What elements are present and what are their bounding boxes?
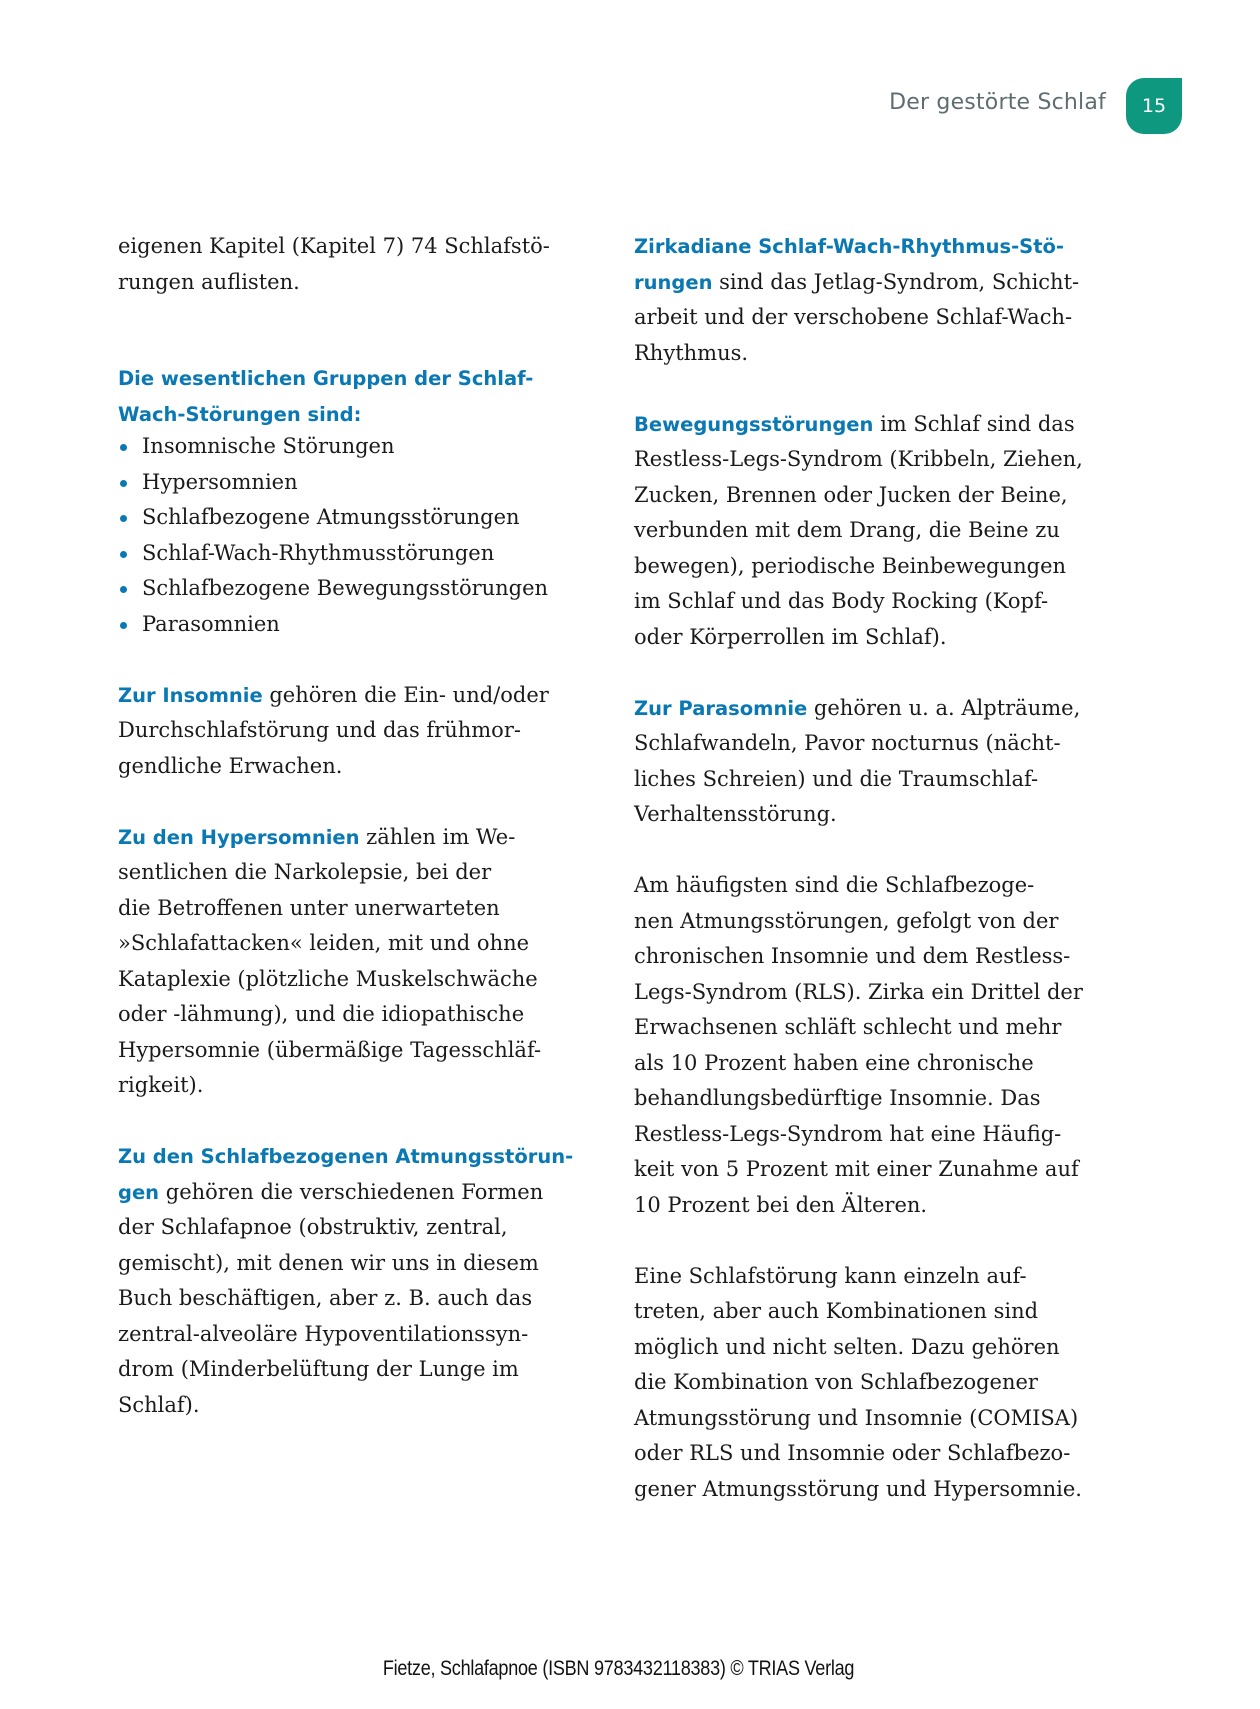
zirkadian-paragraph bbox=[634, 229, 1104, 371]
list-item-text: Schlafbezogene Atmungsstörungen bbox=[142, 505, 520, 529]
term-bewegung: Bewegungsstörungen bbox=[634, 412, 874, 436]
list-item bbox=[118, 429, 588, 465]
term-parasomnie: Zur Parasomnie bbox=[634, 696, 808, 720]
text-line: oder RLS und Insomnie oder Schlafbezo- bbox=[634, 1441, 1071, 1465]
text-line: nen Atmungsstörungen, gefolgt von der bbox=[634, 908, 1059, 933]
text-line: oder Körperrollen im Schlaf). bbox=[634, 624, 947, 649]
term-zirkadian-cont: rungen bbox=[634, 270, 713, 294]
text-line: Durchschlafstörung und das frühmor- bbox=[118, 718, 521, 742]
spacer bbox=[634, 833, 1104, 869]
text-line: gener Atmungsstörung und Hypersomnie. bbox=[634, 1476, 1082, 1501]
text-line: keit von 5 Prozent mit einer Zunahme auf bbox=[634, 1157, 1079, 1181]
text-line: Schlafwandeln, Pavor nocturnus (nächt- bbox=[634, 731, 1061, 755]
text-line: arbeit und der verschobene Schlaf-Wach- bbox=[634, 305, 1073, 329]
groups-list bbox=[118, 429, 588, 642]
text-line: Erwachsenen schläft schlecht und mehr bbox=[634, 1015, 1062, 1039]
text-line: Schlaf). bbox=[118, 1392, 200, 1417]
text-line: 10 Prozent bei den Älteren. bbox=[634, 1192, 928, 1217]
term-atmung-cont: gen bbox=[118, 1180, 160, 1204]
bullet-icon bbox=[120, 551, 127, 558]
text-line: gehören u. a. Alpträume, bbox=[807, 695, 1081, 720]
text-line: sentlichen die Narkolepsie, bei der bbox=[118, 860, 492, 884]
list-item bbox=[118, 571, 588, 607]
text-line: Hypersomnie (übermäßige Tagesschläf- bbox=[118, 1037, 542, 1062]
bullet-icon bbox=[120, 480, 127, 487]
text-line: zählen im We- bbox=[359, 824, 516, 849]
text-line: Restless-Legs-Syndrom hat eine Häufig- bbox=[634, 1121, 1062, 1146]
term-zirkadian: Zirkadiane Schlaf-Wach-Rhythmus-Stö- bbox=[634, 235, 1065, 258]
text-line: sind das Jetlag-Syndrom, Schicht- bbox=[712, 269, 1080, 294]
text-line: »Schlafattacken« leiden, mit und ohne bbox=[118, 931, 530, 955]
text-line: verbunden mit dem Drang, die Beine zu bbox=[634, 518, 1060, 542]
text-line: Buch beschäftigen, aber z. B. auch das bbox=[118, 1286, 533, 1310]
spacer bbox=[118, 642, 588, 678]
text-line: gemischt), mit denen wir uns in diesem bbox=[118, 1250, 539, 1275]
spacer bbox=[634, 1223, 1104, 1259]
list-item-text: Parasomnien bbox=[142, 611, 280, 636]
groups-heading bbox=[118, 361, 588, 432]
text-line: oder -lähmung), und die idiopathische bbox=[118, 1002, 525, 1026]
intro-paragraph bbox=[118, 229, 588, 300]
page-number-badge bbox=[1126, 78, 1182, 134]
kombination-paragraph bbox=[634, 1259, 1104, 1508]
text-line: chronischen Insomnie und dem Restless- bbox=[634, 944, 1071, 968]
bullet-icon bbox=[120, 586, 127, 593]
term-insomnie: Zur Insomnie bbox=[118, 683, 263, 707]
text-line: Zucken, Brennen oder Jucken der Beine, bbox=[634, 482, 1068, 507]
text-line: als 10 Prozent haben eine chronische bbox=[634, 1050, 1034, 1075]
text-line: gehören die Ein- und/oder bbox=[262, 682, 549, 707]
heading-line: Die wesentlichen Gruppen der Schlaf- bbox=[118, 367, 534, 390]
text-line: Legs-Syndrom (RLS). Zirka ein Drittel der bbox=[634, 979, 1083, 1004]
spacer bbox=[118, 1104, 588, 1140]
bewegung-paragraph bbox=[634, 407, 1104, 656]
heading-line: Wach-Störungen sind: bbox=[118, 402, 362, 426]
text-line: eigenen Kapitel (Kapitel 7) 74 Schlafstö- bbox=[118, 234, 550, 258]
hypersomnien-paragraph bbox=[118, 820, 588, 1104]
list-item-text: Insomnische Störungen bbox=[142, 434, 395, 458]
spacer bbox=[118, 784, 588, 820]
spacer bbox=[634, 655, 1104, 691]
text-line: treten, aber auch Kombinationen sind bbox=[634, 1299, 1039, 1323]
list-item bbox=[118, 500, 588, 536]
term-atmung: Zu den Schlafbezogenen Atmungsstörun- bbox=[118, 1145, 574, 1168]
list-item bbox=[118, 465, 588, 501]
text-line: Atmungsstörung und Insomnie (COMISA) bbox=[634, 1405, 1079, 1430]
list-item-text: Hypersomnien bbox=[142, 469, 298, 494]
left-column bbox=[118, 229, 588, 1423]
text-line: gendliche Erwachen. bbox=[118, 753, 343, 778]
right-column bbox=[634, 229, 1104, 1507]
text-line: bewegen), periodische Beinbewegungen bbox=[634, 553, 1067, 578]
insomnie-paragraph bbox=[118, 678, 588, 785]
text-line: liches Schreien) und die Traumschlaf- bbox=[634, 766, 1039, 791]
running-head-title: Der gestörte Schlaf bbox=[889, 90, 1106, 115]
list-item bbox=[118, 536, 588, 572]
text-line: der Schlafapnoe (obstruktiv, zentral, bbox=[118, 1215, 508, 1239]
bullet-icon bbox=[120, 444, 127, 451]
text-line: im Schlaf sind das bbox=[873, 411, 1075, 436]
text-line: Restless-Legs-Syndrom (Kribbeln, Ziehen, bbox=[634, 447, 1083, 471]
bullet-icon bbox=[120, 622, 127, 629]
text-line: Am häufigsten sind die Schlafbezoge- bbox=[634, 873, 1035, 897]
text-line: Eine Schlafstörung kann einzeln auf- bbox=[634, 1263, 1027, 1288]
spacer bbox=[634, 371, 1104, 407]
bullet-icon bbox=[120, 515, 127, 522]
list-item-text: Schlafbezogene Bewegungsstörungen bbox=[142, 576, 549, 600]
haeufigkeit-paragraph bbox=[634, 868, 1104, 1223]
page-number: 15 bbox=[1141, 95, 1167, 117]
term-hypersomnien: Zu den Hypersomnien bbox=[118, 825, 360, 849]
list-item-text: Schlaf-Wach-Rhythmusstörungen bbox=[142, 540, 495, 565]
text-line: Kataplexie (plötzliche Muskelschwäche bbox=[118, 966, 538, 991]
text-line: rungen auflisten. bbox=[118, 269, 300, 294]
text-line: gehören die verschiedenen Formen bbox=[159, 1179, 544, 1204]
text-line: Rhythmus. bbox=[634, 340, 749, 365]
text-line: drom (Minderbelüftung der Lunge im bbox=[118, 1357, 519, 1381]
footer-citation: Fietze, Schlafapnoe (ISBN 9783432118383) © TRIAS Verlag bbox=[382, 1657, 855, 1680]
text-line: zentral-alveoläre Hypoventilationssyn- bbox=[118, 1321, 529, 1346]
parasomnie-paragraph bbox=[634, 691, 1104, 833]
text-line: die Betroffenen unter unerwarteten bbox=[118, 895, 500, 920]
text-line: die Kombination von Schlafbezogener bbox=[634, 1370, 1038, 1394]
list-item bbox=[118, 607, 588, 643]
text-line: Verhaltensstörung. bbox=[634, 802, 837, 826]
text-line: im Schlaf und das Body Rocking (Kopf- bbox=[634, 589, 1049, 613]
text-line: behandlungsbedürftige Insomnie. Das bbox=[634, 1086, 1041, 1110]
text-line: möglich und nicht selten. Dazu gehören bbox=[634, 1334, 1060, 1359]
text-line: rigkeit). bbox=[118, 1073, 204, 1097]
atmung-paragraph bbox=[118, 1139, 588, 1423]
